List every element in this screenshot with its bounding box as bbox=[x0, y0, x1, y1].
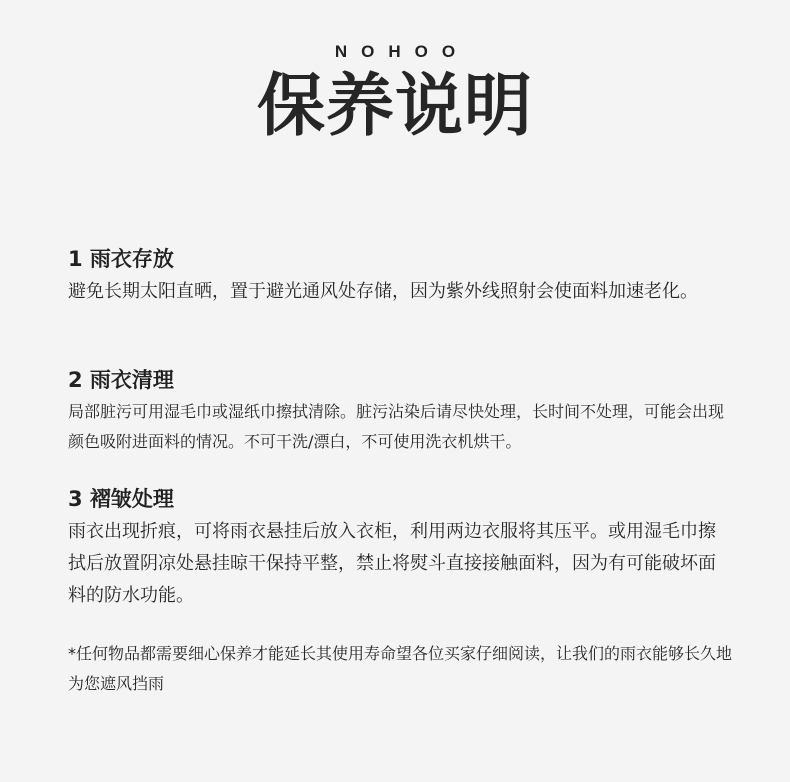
care-section-storage bbox=[68, 244, 728, 308]
section-body-cleaning: 局部脏污可用湿毛巾或湿纸巾擦拭清除。脏污沾染后请尽快处理，长时间不处理，可能会出现颜色吸附进面料的情况。不可干洗/漂白，不可使用洗衣机烘干。 bbox=[68, 402, 725, 451]
section-heading-wrinkles: 3 褶皱处理 bbox=[68, 487, 174, 511]
page-title: 保养说明 bbox=[256, 67, 533, 146]
care-section-cleaning bbox=[68, 365, 728, 457]
footer-note: *任何物品都需要细心保养才能延长其使用寿命望各位买家仔细阅读，让我们的雨衣能够长久地为您遮风挡雨 bbox=[68, 644, 733, 693]
section-heading-storage: 1 雨衣存放 bbox=[68, 247, 174, 271]
brand-logo-text: NOHOO bbox=[334, 42, 470, 61]
section-body-wrinkles: 雨衣出现折痕，可将雨衣悬挂后放入衣柜，利用两边衣服将其压平。或用湿毛巾擦拭后放置阴凉处悬挂晾干保持平整，禁止将熨斗直接接触面料，因为有可能破坏面料的防水功能。 bbox=[68, 521, 716, 606]
section-body-storage: 避免长期太阳直晒，置于避光通风处存储，因为紫外线照射会使面料加速老化。 bbox=[68, 281, 698, 302]
care-section-wrinkles bbox=[68, 484, 728, 612]
section-heading-cleaning: 2 雨衣清理 bbox=[68, 368, 174, 392]
